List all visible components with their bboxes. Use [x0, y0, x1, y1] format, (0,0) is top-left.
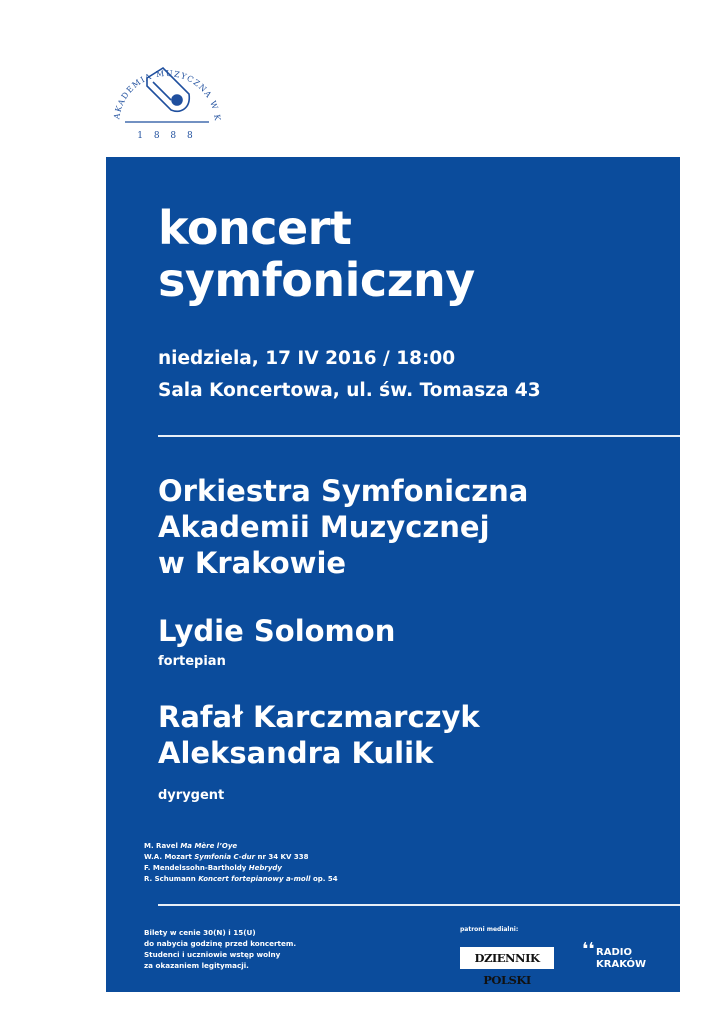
program-work: Hebrydy	[248, 864, 282, 872]
media-patrons-label: patroni medialni:	[460, 926, 519, 933]
orchestra-line-1: Orkiestra Symfoniczna	[158, 474, 529, 508]
program-list	[144, 841, 338, 885]
program-composer: F. Mendelssohn-Bartholdy	[144, 864, 247, 872]
program-composer: M. Ravel	[144, 842, 178, 850]
ticket-line-3: Studenci i uczniowie wstęp wolny	[144, 950, 281, 959]
program-work: Ma Mère l’Oye	[180, 842, 238, 850]
ticket-line-1: Bilety w cenie 30(N) i 15(U)	[144, 928, 256, 937]
ticket-line-2: do nabycia godzinę przed koncertem.	[144, 939, 297, 948]
program-item	[144, 841, 338, 852]
program-suffix: op. 54	[312, 875, 338, 883]
concert-poster-panel	[106, 157, 680, 992]
ticket-line-4: za okazaniem legitymacji.	[144, 961, 249, 970]
academy-logo	[97, 30, 237, 150]
orchestra-line-2: Akademii Muzycznej	[158, 510, 490, 544]
logo-arc-text: AKADEMIA MUZYCZNA W K	[112, 68, 223, 123]
program-item	[144, 852, 338, 863]
program-work: Symfonia C-dur	[194, 853, 256, 861]
dziennik-polski-logo: DZIENNIK POLSKI	[460, 947, 554, 969]
logo-year: 1 8 8 8	[137, 131, 197, 141]
program-composer: R. Schumann	[144, 875, 196, 883]
conductor-name-2: Aleksandra Kulik	[158, 736, 434, 770]
divider-bottom	[158, 904, 680, 906]
radio-logo-line-1: RADIO	[596, 947, 632, 958]
academy-logo-svg	[97, 30, 237, 150]
conductor-name-1: Rafał Karczmarczyk	[158, 700, 480, 734]
event-venue: Sala Koncertowa, ul. św. Tomasza 43	[158, 380, 541, 401]
orchestra-line-3: w Krakowie	[158, 546, 347, 580]
soloist-name: Lydie Solomon	[158, 614, 396, 648]
radio-krakow-logo	[582, 941, 652, 977]
radio-quote-icon: ❛❛	[582, 939, 595, 960]
title-line-1: koncert	[158, 201, 352, 255]
program-work: Koncert fortepianowy a-moll	[198, 875, 311, 883]
divider-top	[158, 435, 680, 437]
program-composer: W.A. Mozart	[144, 853, 192, 861]
program-item	[144, 863, 338, 874]
event-datetime: niedziela, 17 IV 2016 / 18:00	[158, 348, 456, 369]
conductor-names	[158, 699, 480, 771]
concert-title	[158, 202, 475, 306]
program-suffix: nr 34 KV 338	[257, 853, 309, 861]
conductor-role: dyrygent	[158, 788, 225, 803]
ticket-info	[144, 927, 296, 971]
title-line-2: symfoniczny	[158, 253, 475, 307]
event-details	[158, 343, 541, 407]
orchestra-name	[158, 473, 528, 581]
soloist-role: fortepian	[158, 654, 226, 669]
program-item	[144, 874, 338, 885]
radio-logo-line-2: KRAKÓW	[596, 959, 647, 970]
